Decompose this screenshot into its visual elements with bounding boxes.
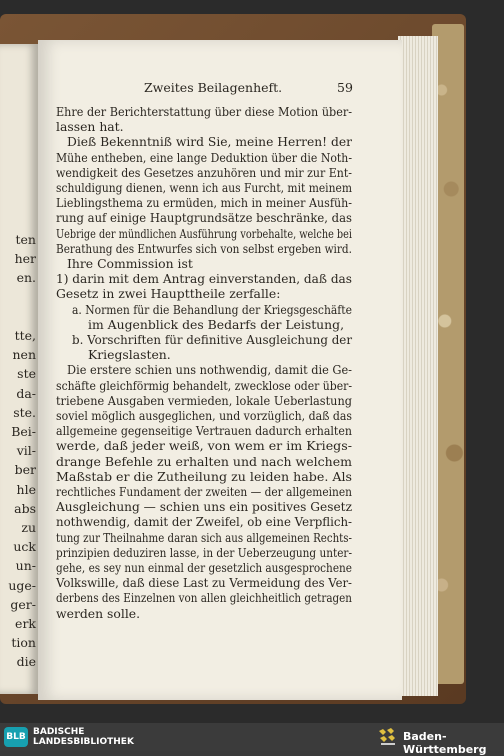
text-line: Ausgleichung — schien uns ein positives Gesetz — [56, 499, 352, 515]
text-line: a. Normen für die Behandlung der Kriegsgeschäfte — [72, 301, 352, 317]
left-page-fragment: erk — [15, 616, 36, 631]
left-page-fragment: tion — [11, 635, 36, 651]
left-page-fragment: uck — [13, 539, 36, 555]
left-page-fragment: vil- — [16, 443, 36, 459]
text-line: 1) darin mit dem Antrag einverstanden, daß das — [56, 271, 352, 287]
left-page-fragment: hle — [16, 481, 36, 497]
text-line: b. Vorschriften für definitive Ausgleichung der — [72, 332, 352, 347]
left-page-fragment: ste. — [13, 404, 36, 420]
state-name[interactable]: Baden-Württemberg — [403, 730, 487, 756]
text-line: gehe, es sey nun einmal der gesetzlich ausgesprochene — [56, 560, 352, 575]
text-line: drange Befehle zu erhalten und nach welchem — [56, 453, 352, 469]
blb-logo[interactable]: BLB — [4, 727, 28, 747]
left-page-fragment: en. — [16, 270, 36, 286]
text-line: Uebrige der mündlichen Ausführung vorbehalte, welche bei — [56, 225, 352, 241]
text-line: werde, daß jeder weiß, von wem er im Kriegs- — [56, 438, 352, 454]
text-line: schuldigung dienen, wenn ich aus Furcht, mit meinem — [56, 180, 352, 195]
text-line: Berathung des Entwurfes sich von selbst ergeben wird. — [56, 240, 352, 256]
running-header: Zweites Beilagenheft. — [144, 80, 283, 95]
left-page-fragment: abs — [14, 500, 36, 516]
state-crest-icon — [377, 727, 399, 747]
text-line: Gesetz in zwei Haupttheile zerfalle: — [56, 286, 281, 302]
text-line: nothwendig, damit der Zweifel, ob eine Verpflich- — [56, 514, 352, 530]
text-line: Lieblingsthema zu ermüden, mich in meiner Ausfüh- — [56, 195, 352, 211]
left-page-fragment: uge- — [8, 577, 36, 593]
text-line: lassen hat. — [56, 119, 124, 135]
text-line: Volkswille, daß diese Last zu Vermeidung des Ver- — [56, 575, 352, 591]
left-page-fragment: her — [14, 251, 36, 267]
page-edges — [398, 36, 438, 696]
left-page-fragment: da- — [16, 385, 36, 401]
text-line: Ihre Commission ist — [67, 256, 193, 271]
text-line: im Augenblick des Bedarfs der Leistung, — [88, 316, 345, 332]
left-page-fragment: un- — [15, 558, 36, 574]
left-page-fragment: tte, — [14, 328, 36, 343]
text-line: schäfte gleichförmig behandelt, zwecklose oder über- — [56, 377, 352, 393]
text-line: rung auf einige Hauptgrundsätze beschränke, das — [56, 210, 352, 226]
left-page-fragment: ber — [14, 462, 36, 478]
text-line: Maßstab er die Zutheilung zu leiden habe. Als — [56, 468, 352, 484]
text-line: Kriegslasten. — [88, 347, 171, 363]
left-page-fragment: zu — [21, 520, 36, 535]
page-number: 59 — [337, 80, 353, 95]
text-line: derbens des Einzelnen von allen gleichheitlich getragen — [56, 590, 352, 606]
left-page-fragment: nen — [12, 347, 36, 363]
library-name-line2: LANDESBIBLIOTHEK — [33, 737, 134, 747]
library-name[interactable] — [33, 727, 134, 747]
left-page-fragment: ger- — [10, 596, 36, 612]
text-line: tung zur Theilnahme daran sich aus allgemeinen Rechts- — [56, 529, 352, 545]
text-line: prinzipien deduziren lasse, in der Ueberzeugung unter- — [56, 544, 352, 560]
text-line: Die erstere schien uns nothwendig, damit die Ge- — [67, 362, 352, 378]
text-line: triebene Ausgaben vermieden, lokale Ueberlastung — [56, 392, 352, 408]
text-line: wendigkeit des Gesetzes anzuhören und mir zur Ent- — [56, 164, 352, 180]
left-page-fragment: ten — [15, 232, 36, 247]
left-page-fragment: Bei- — [11, 424, 36, 439]
text-line: Dieß Bekenntniß wird Sie, meine Herren! der — [67, 134, 352, 150]
text-line: werden solle. — [56, 605, 141, 621]
text-line: soviel möglich ausgeglichen, und vorzüglich, daß das — [56, 408, 352, 423]
library-name-line1: BADISCHE — [33, 727, 85, 737]
left-page-fragment: ste — [17, 366, 36, 382]
text-line: rechtliches Fundament der zweiten — der allgemeinen — [56, 484, 352, 499]
text-line: Mühe entheben, eine lange Deduktion über die Noth- — [56, 149, 352, 165]
text-line: allgemeine gegenseitige Vertrauen dadurch erhalten — [56, 423, 352, 439]
left-page — [0, 44, 38, 694]
text-line: Ehre der Berichterstattung über diese Motion über- — [56, 104, 352, 119]
left-page-fragment: die — [16, 654, 36, 670]
